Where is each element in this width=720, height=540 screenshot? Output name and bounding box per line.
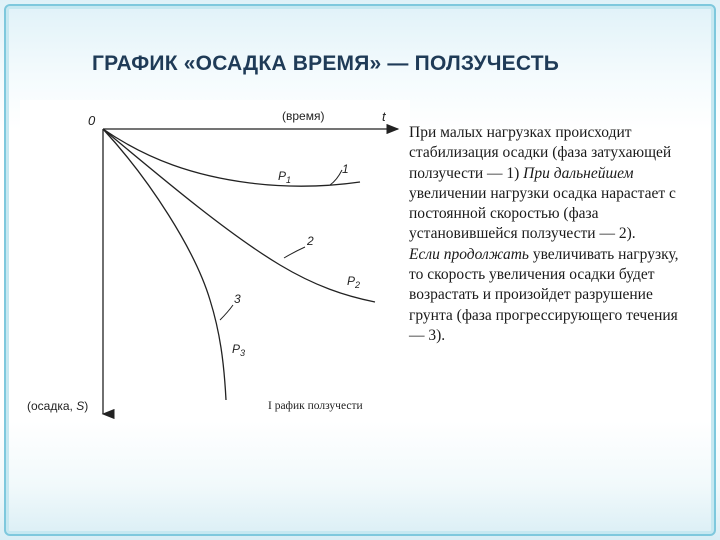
- desc-italic-2: Если продолжать: [409, 245, 529, 263]
- curve-3-leader: [220, 305, 233, 320]
- curve-2-leader: [284, 247, 305, 258]
- curve-2-label: 2: [307, 234, 314, 248]
- curve-1-leader: [330, 170, 342, 185]
- creep-chart-svg: [20, 100, 410, 420]
- time-axis-symbol: t: [382, 109, 386, 124]
- time-axis-label: (время): [282, 109, 325, 123]
- description-text: [409, 123, 694, 346]
- curve-2: [103, 129, 375, 302]
- curve-1: [103, 129, 360, 186]
- desc-italic-1: При дальнейшем: [523, 164, 634, 182]
- curve-3-label: 3: [234, 292, 241, 306]
- curve-1-label: 1: [342, 162, 349, 176]
- curve-3-load: $P_3$: [232, 342, 246, 358]
- creep-chart: [20, 100, 410, 420]
- desc-sentence-1: При малых нагрузках происходит стабилизация осадки (фаза затухающей ползучести — 1): [409, 124, 672, 182]
- curve-3: [103, 129, 226, 400]
- curve-1-load: $P_1$: [278, 169, 292, 185]
- curve-2-load: $P_2$: [347, 274, 361, 290]
- settlement-axis-label: (осадка, S): [27, 399, 89, 413]
- slide-title: ГРАФИК «ОСАДКА ВРЕМЯ» — ПОЛЗУЧЕСТЬ: [92, 52, 560, 75]
- chart-caption: I рафик ползучести: [268, 400, 363, 412]
- desc-sentence-2: увеличении нагрузки осадка нарастает с постоянной скоростью (фаза установившейся ползучести — 2).: [409, 184, 676, 243]
- desc-sentence-3: увеличивать нагрузку, то скорость увеличения осадки будет возрастать и произойдет разрушение грунта (фаза прогрессирующего течения — 3).: [409, 245, 679, 344]
- origin-label: 0: [88, 113, 96, 128]
